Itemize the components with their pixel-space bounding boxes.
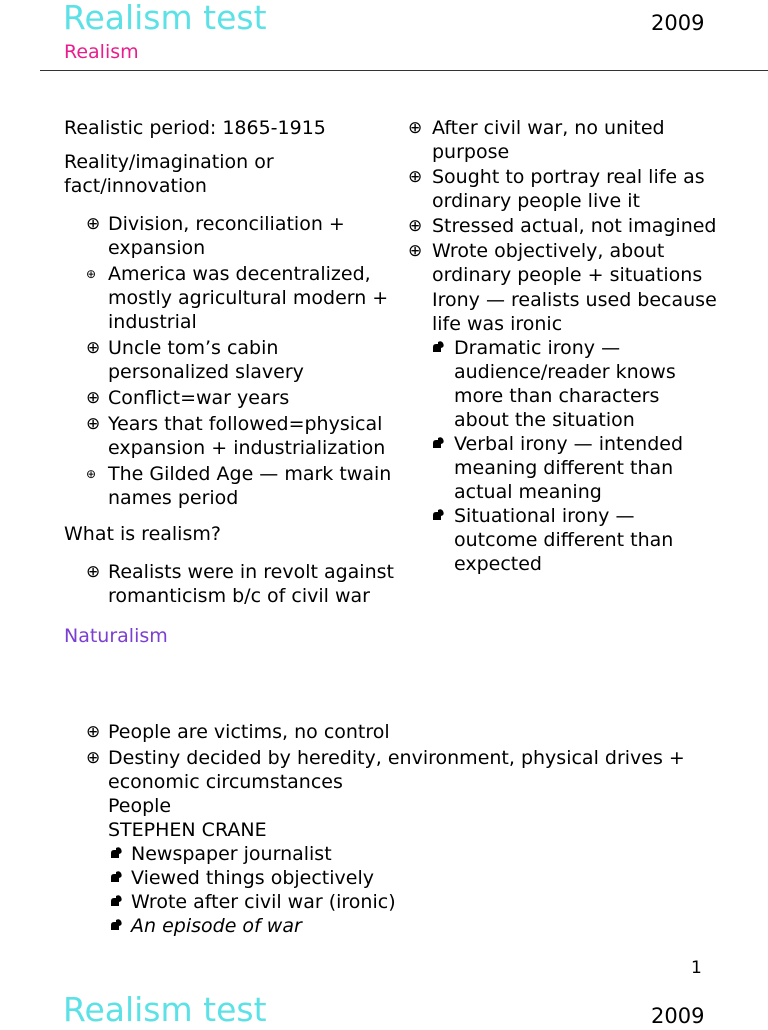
list-item: ⊕ Realists were in revolt against romanticism b/c of civil war [86,561,394,607]
list-item: Newspaper journalist [64,842,724,866]
next-page-title: Realism test [63,990,267,1029]
list-item: ⊕ Sought to portray real life as ordinary people live it [408,166,705,212]
list-item: ⊕ Years that followed=physical expansion + industrialization [86,413,386,459]
circled-plus-icon: ⊕ [86,467,97,481]
circled-plus-icon: ⊕ [408,167,423,187]
what-is-realism-heading: What is realism? [64,523,221,545]
circled-plus-icon: ⊕ [86,338,101,358]
list-item: ⊕ Division, reconciliation + expansion [86,213,345,259]
page-title: Realism test [63,0,267,37]
left-column [64,116,394,648]
page-number: 1 [691,958,702,978]
squirrel-icon [110,894,123,907]
right-column [408,116,718,576]
naturalism-section [64,720,724,938]
reality-text: Reality/imagination or fact/innovation [64,151,274,197]
circled-plus-icon: ⊕ [86,267,97,281]
squirrel-icon [110,918,123,931]
author-points [64,842,724,938]
squirrel-icon [432,508,445,521]
squirrel-icon [432,436,445,449]
list-item: ⊕ Stressed actual, not imagined [408,215,717,237]
circled-plus-icon: ⊕ [86,722,101,742]
list-item: ⊕ Wrote objectively, about ordinary people + situations [408,240,703,286]
people-label: People [108,795,172,817]
circled-plus-icon: ⊕ [408,216,423,236]
author-name: STEPHEN CRANE [108,819,267,841]
naturalism-heading: Naturalism [64,625,168,647]
list-item: ⊕ America was decentralized, mostly agricultural modern + industrial [86,263,389,333]
squirrel-icon [110,846,123,859]
naturalism-bullets [64,720,724,794]
period-text: Realistic period: 1865-1915 [64,117,326,139]
circled-plus-icon: ⊕ [86,562,101,582]
work-title: An episode of war [131,915,302,937]
list-item: Viewed things objectively [64,866,724,890]
circled-plus-icon: ⊕ [408,241,423,261]
year-label: 2009 [651,11,705,35]
list-item: ⊕ Destiny decided by heredity, environment, physical drives + economic circumstances [86,747,685,793]
realism-traits-bullets [408,116,718,287]
list-item: Dramatic irony — audience/reader knows more than characters about the situation [408,336,718,432]
list-item: Verbal irony — intended meaning different than actual meaning [408,432,718,504]
squirrel-icon [110,870,123,883]
irony-intro: Irony — realists used because life was ironic [432,289,717,335]
list-item: ⊕ Uncle tom’s cabin personalized slavery [86,337,304,383]
realism-bullets [64,212,394,510]
list-item: ⊕ The Gilded Age — mark twain names period [86,463,392,509]
circled-plus-icon: ⊕ [86,388,101,408]
squirrel-icon [432,340,445,353]
section-subtitle: Realism [64,41,139,63]
next-page-year: 2009 [651,1004,705,1028]
what-realism-bullets [64,560,394,608]
irony-types [408,336,718,576]
circled-plus-icon: ⊕ [86,414,101,434]
circled-plus-icon: ⊕ [86,748,101,768]
list-item: ⊕ After civil war, no united purpose [408,117,665,163]
list-item: ⊕ People are victims, no control [86,721,390,743]
circled-plus-icon: ⊕ [86,214,101,234]
list-item: Wrote after civil war (ironic) [64,890,724,914]
list-item [64,914,724,938]
list-item: Situational irony — outcome different than expected [408,504,718,576]
header-divider [40,70,768,71]
circled-plus-icon: ⊕ [408,118,423,138]
list-item: ⊕ Conflict=war years [86,387,290,409]
